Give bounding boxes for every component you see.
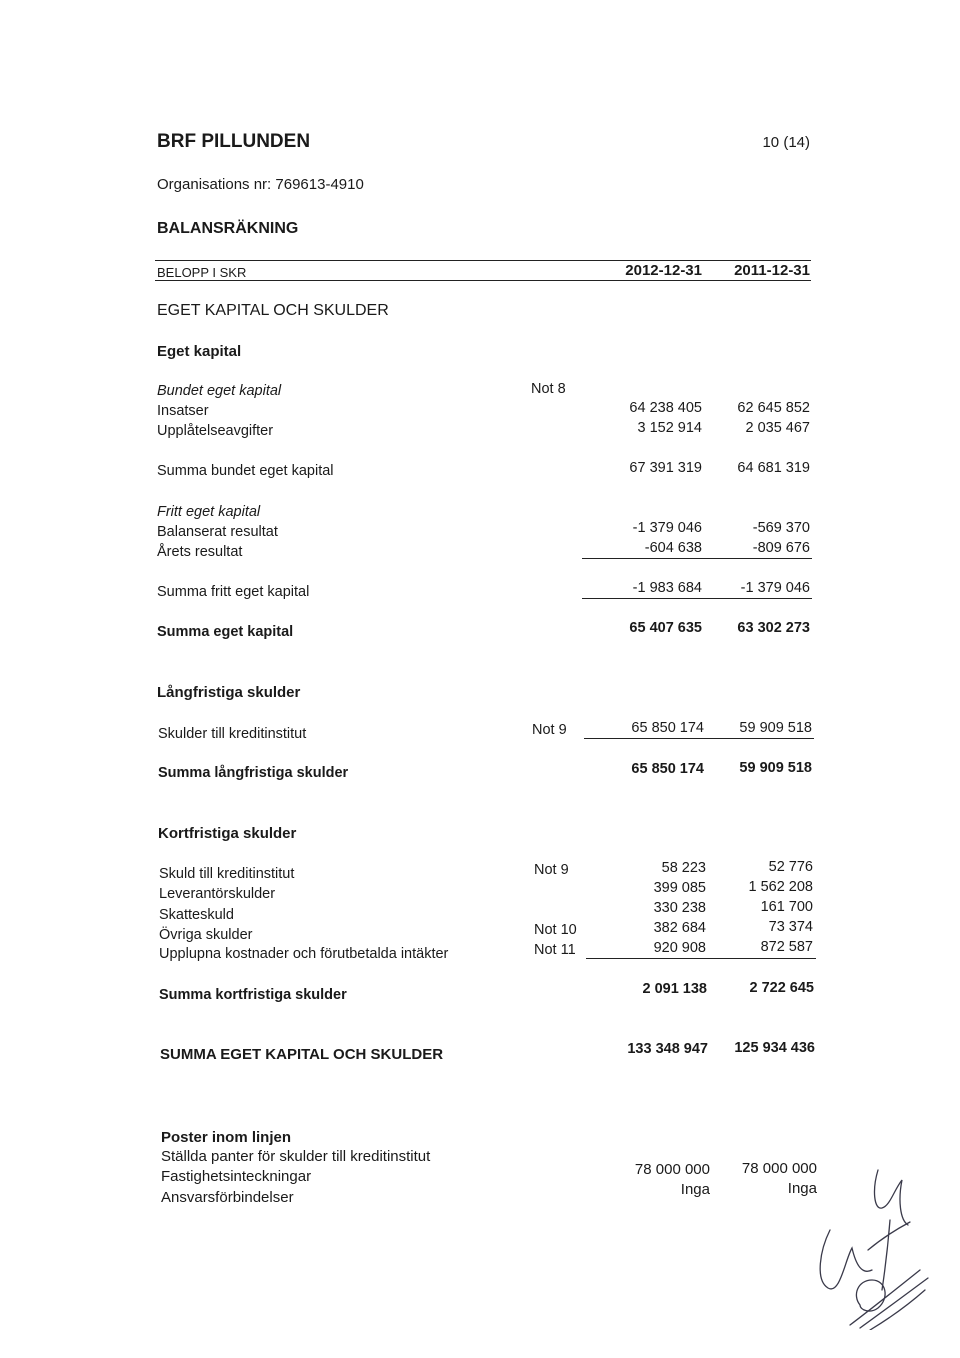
row-label: Insatser	[157, 403, 209, 419]
value-2011: 59 909 518	[739, 760, 812, 776]
handwritten-signature	[787, 1130, 940, 1330]
row-label: Övriga skulder	[159, 927, 253, 943]
total-label: SUMMA EGET KAPITAL OCH SKULDER	[160, 1046, 444, 1063]
note-ref: Not 10	[534, 922, 577, 938]
value-2012: -1 983 684	[632, 580, 702, 596]
bundet-title: Bundet eget kapital	[157, 383, 282, 399]
section-title: EGET KAPITAL OCH SKULDER	[157, 302, 389, 319]
value-2012: 78 000 000	[634, 1161, 710, 1178]
value-2011: 63 302 273	[737, 620, 810, 636]
summa-eget-kapital-label: Summa eget kapital	[157, 624, 294, 640]
value-2012: 65 850 174	[631, 761, 704, 777]
value-2011: 52 776	[768, 859, 813, 875]
value-2012: -604 638	[644, 540, 702, 556]
subtotal-rule	[584, 738, 814, 739]
value-2012: 382 684	[653, 920, 706, 936]
col-2012-header: 2012-12-31	[625, 262, 702, 279]
value-2012: 64 238 405	[629, 400, 702, 416]
value-2012: 67 391 319	[629, 460, 702, 476]
row-label: Summa bundet eget kapital	[157, 463, 334, 479]
value-2011: 2 035 467	[745, 420, 810, 436]
value-2012: 399 085	[653, 880, 706, 896]
value-2011: 59 909 518	[739, 720, 812, 736]
row-label: Leverantörskulder	[159, 886, 276, 902]
row-label: Skuld till kreditinstitut	[159, 866, 295, 882]
subtotal-rule	[582, 598, 812, 599]
note-ref: Not 8	[531, 381, 566, 397]
value-2012: -1 379 046	[632, 520, 702, 536]
value-2011: -809 676	[752, 540, 810, 556]
row-label: Balanserat resultat	[157, 524, 278, 540]
row-label: Summa fritt eget kapital	[157, 584, 310, 600]
header-top-rule	[155, 260, 811, 261]
row-label: Upplåtelseavgifter	[157, 423, 274, 439]
row-label: Ansvarsförbindelser	[161, 1189, 294, 1206]
value-2012: 65 407 635	[629, 620, 702, 636]
value-2011: 62 645 852	[737, 400, 810, 416]
value-2011: 161 700	[760, 899, 813, 915]
value-2011: 1 562 208	[748, 879, 813, 895]
value-2012: 2 091 138	[642, 981, 707, 997]
value-2012: 330 238	[653, 900, 706, 916]
org-number: Organisations nr: 769613-4910	[157, 176, 364, 193]
subtotal-rule	[582, 558, 812, 559]
poster-title: Poster inom linjen	[161, 1129, 292, 1146]
fritt-title: Fritt eget kapital	[157, 504, 261, 520]
note-ref: Not 11	[534, 942, 576, 958]
value-2012: Inga	[680, 1181, 710, 1198]
value-2012: 65 850 174	[631, 720, 704, 736]
eget-kapital-title: Eget kapital	[157, 343, 242, 360]
value-2011: Inga	[787, 1180, 817, 1197]
page-number: 10 (14)	[762, 134, 810, 151]
doc-title: BALANSRÄKNING	[157, 220, 299, 237]
value-2011: -1 379 046	[740, 580, 810, 596]
total-2011: 125 934 436	[734, 1040, 815, 1056]
note-ref: Not 9	[534, 862, 569, 878]
stallda-panter-label: Ställda panter för skulder till kreditinstitut	[161, 1148, 431, 1165]
row-label: Skulder till kreditinstitut	[158, 726, 307, 742]
header-bottom-rule	[155, 280, 811, 281]
row-label: Upplupna kostnader och förutbetalda intäkter	[159, 946, 449, 962]
kortfristiga-title: Kortfristiga skulder	[158, 825, 297, 842]
value-2011: 73 374	[768, 919, 813, 935]
value-2011: 872 587	[760, 939, 813, 955]
value-2012: 58 223	[661, 860, 706, 876]
row-label: Årets resultat	[157, 544, 243, 560]
langfristiga-title: Långfristiga skulder	[157, 684, 301, 701]
value-2012: 3 152 914	[637, 420, 702, 436]
summa-langfristiga-label: Summa långfristiga skulder	[158, 765, 349, 781]
total-2012: 133 348 947	[627, 1041, 708, 1057]
value-2012: 920 908	[653, 940, 706, 956]
value-2011: 64 681 319	[737, 460, 810, 476]
col-2011-header: 2011-12-31	[734, 262, 810, 279]
value-2011: -569 370	[752, 520, 810, 536]
row-label: Skatteskuld	[159, 907, 234, 923]
note-ref: Not 9	[532, 722, 567, 738]
unit-label: BELOPP I SKR	[157, 265, 247, 280]
org-name: BRF PILLUNDEN	[157, 131, 311, 152]
row-label: Fastighetsinteckningar	[161, 1168, 312, 1185]
value-2011: 2 722 645	[749, 980, 814, 996]
subtotal-rule	[586, 958, 816, 959]
summa-kortfristiga-label: Summa kortfristiga skulder	[159, 987, 347, 1003]
value-2011: 78 000 000	[741, 1160, 817, 1177]
